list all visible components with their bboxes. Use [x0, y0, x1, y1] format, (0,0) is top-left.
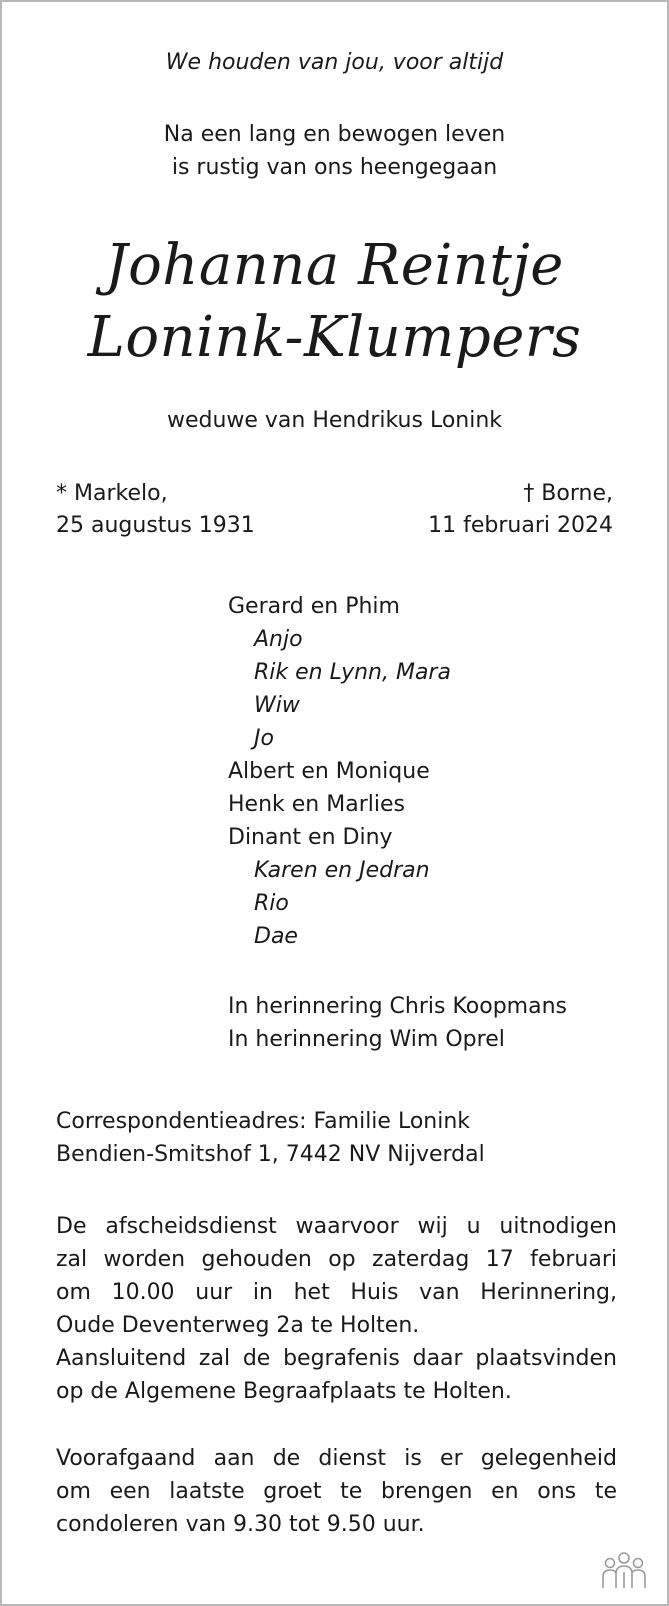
- service-line: op de Algemene Begraafplaats te Holten.: [56, 1379, 512, 1404]
- service-line: De afscheidsdienst waarvoor wij u uitnodigen: [56, 1214, 617, 1239]
- name-line-first: Johanna Reintje: [105, 233, 564, 298]
- family-member: Albert en Monique: [228, 759, 430, 784]
- family-member: Henk en Marlies: [228, 792, 405, 817]
- service-details: [56, 1210, 617, 1408]
- deceased-name: [2, 230, 667, 374]
- widow-of: weduwe van Hendrikus Lonink: [166, 408, 503, 433]
- grandchild: Jo: [254, 726, 274, 751]
- grandchild: Dae: [254, 924, 298, 949]
- service-line: om 10.00 uur in het Huis van Herinnering,: [56, 1280, 617, 1305]
- death-info: [428, 478, 613, 542]
- grandchild: Wiw: [254, 693, 300, 718]
- grandchild: Rio: [254, 891, 289, 916]
- memorial-line: In herinnering Chris Koopmans: [228, 994, 567, 1019]
- motto: We houden van jou, voor altijd: [165, 50, 504, 75]
- service-line: zal worden gehouden op zaterdag 17 februari: [56, 1247, 617, 1272]
- correspondence-line: Correspondentieadres: Familie Lonink: [56, 1109, 471, 1134]
- memorials: [228, 990, 567, 1056]
- grandchild: Anjo: [254, 627, 303, 652]
- people-group-icon: [599, 1550, 649, 1590]
- condolence-line: Voorafgaand aan de dienst is er gelegenheid: [56, 1446, 617, 1471]
- family-member: Dinant en Diny: [228, 825, 393, 850]
- condolence-line: om een laatste groet te brengen en ons te: [56, 1479, 617, 1504]
- intro-text: [2, 118, 667, 184]
- birth-place: * Markelo,: [56, 481, 168, 506]
- grandchild: Rik en Lynn, Mara: [254, 660, 451, 685]
- correspondence-address: [56, 1105, 485, 1171]
- correspondence-line: Bendien-Smitshof 1, 7442 NV Nijverdal: [56, 1142, 485, 1167]
- memorial-line: In herinnering Wim Oprel: [228, 1027, 505, 1052]
- service-line: Aansluitend zal de begrafenis daar plaatsvinden: [56, 1346, 617, 1371]
- intro-line: Na een lang en bewogen leven: [163, 122, 506, 147]
- condolence-line: condoleren van 9.30 tot 9.50 uur.: [56, 1512, 425, 1537]
- intro-line: is rustig van ons heengegaan: [171, 155, 498, 180]
- name-line-last: Lonink-Klumpers: [87, 305, 582, 370]
- service-line: Oude Deventerweg 2a te Holten.: [56, 1313, 420, 1338]
- birth-info: [56, 478, 255, 542]
- grandchild: Karen en Jedran: [254, 858, 430, 883]
- family-member: Gerard en Phim: [228, 594, 400, 619]
- condolence-details: [56, 1442, 617, 1541]
- family-list: [228, 590, 451, 953]
- death-place: † Borne,: [523, 481, 613, 506]
- birth-date: 25 augustus 1931: [56, 513, 255, 538]
- death-date: 11 februari 2024: [428, 513, 613, 538]
